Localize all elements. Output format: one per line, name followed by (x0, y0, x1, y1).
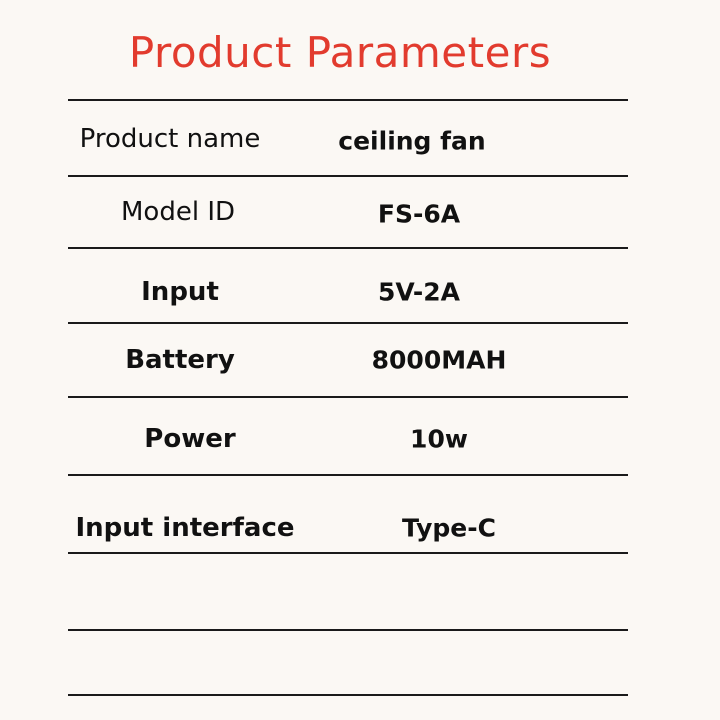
table-rule (68, 322, 628, 324)
value-input: 5V-2A (377, 277, 461, 307)
table-rule (68, 396, 628, 398)
value-input-interface: Type-C (402, 513, 496, 543)
table-rule (68, 552, 628, 554)
label-battery: Battery (125, 345, 235, 375)
table-rule (68, 474, 628, 476)
value-model-id: FS-6A (377, 199, 461, 229)
table-rule (68, 247, 628, 249)
label-power: Power (144, 424, 236, 454)
page-title: Product Parameters (128, 28, 552, 77)
table-rule-top (68, 99, 628, 101)
value-product-name: ceiling fan (338, 126, 486, 156)
table-rule-bottom (68, 694, 628, 696)
label-input: Input (141, 277, 219, 307)
value-power: 10w (410, 424, 468, 454)
label-model-id: Model ID (120, 197, 236, 227)
table-rule (68, 175, 628, 177)
label-product-name: Product name (79, 124, 261, 154)
label-input-interface: Input interface (75, 513, 295, 543)
value-battery: 8000MAH (371, 345, 507, 375)
table-rule (68, 629, 628, 631)
